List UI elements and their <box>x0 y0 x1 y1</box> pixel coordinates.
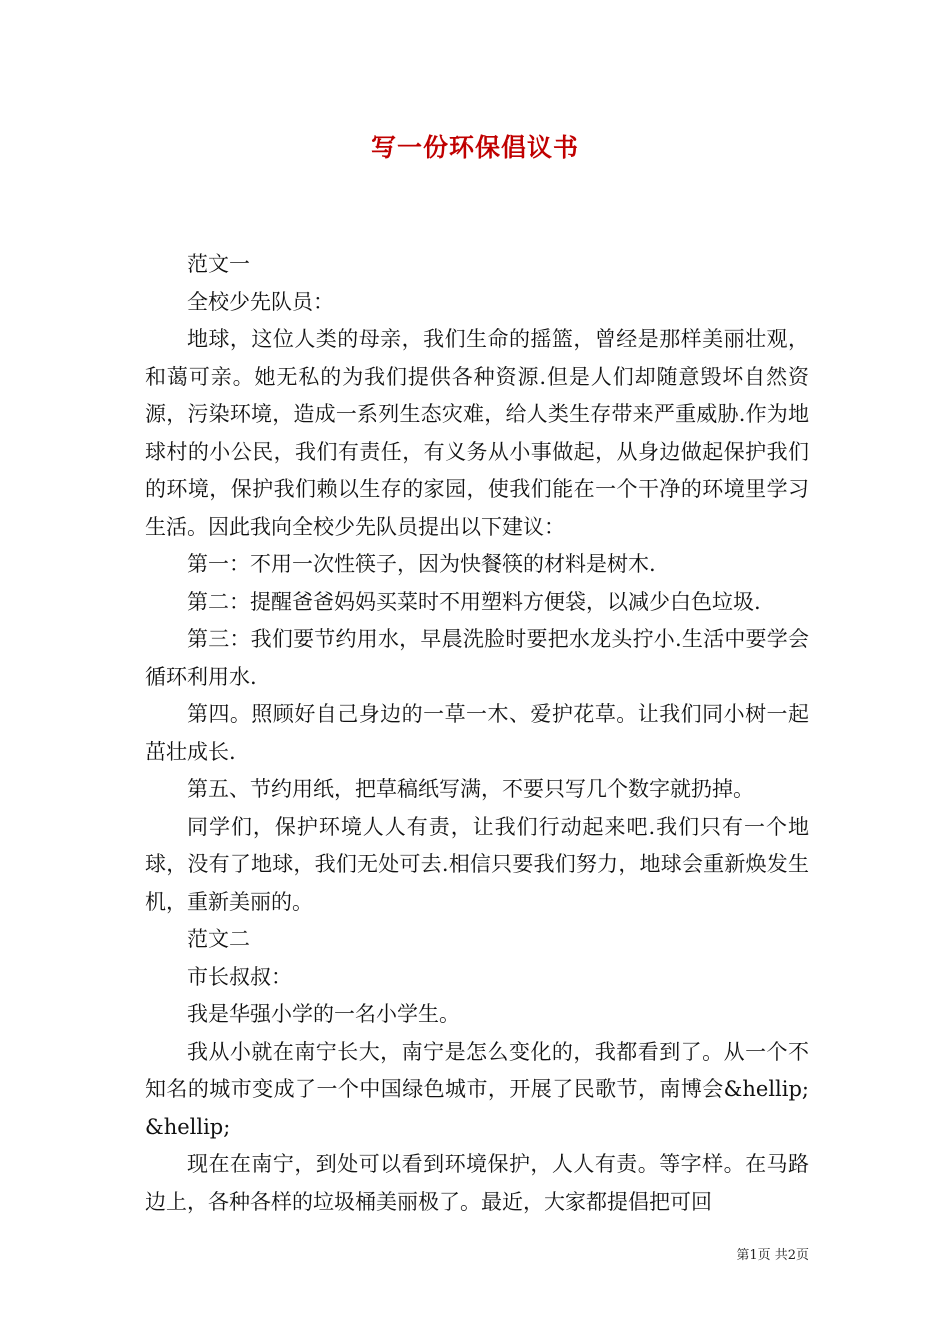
paragraph-nanning-change: 我从小就在南宁长大，南宁是怎么变化的，我都看到了。从一个不知名的城市变成了一个中国绿色城市，开展了民歌节，南博会&hellip;&hellip; <box>145 1039 809 1139</box>
document-body <box>145 246 809 1221</box>
paragraph-suggestion-2: 第二：提醒爸爸妈妈买菜时不用塑料方便袋，以减少白色垃圾. <box>187 589 761 614</box>
paragraph-salutation-pioneers: 全校少先队员： <box>187 289 334 314</box>
paragraph-suggestion-4: 第四。照顾好自己身边的一草一木、爱护花草。让我们同小树一起茁壮成长. <box>145 702 809 764</box>
paragraph-suggestion-3: 第三：我们要节约用水，早晨洗脸时要把水龙头拧小.生活中要学会循环利用水. <box>145 627 809 689</box>
paragraph-earth-intro: 地球，这位人类的母亲，我们生命的摇篮，曾经是那样美丽壮观，和蔼可亲。她无私的为我们提供各种资源.但是人们却随意毁坏自然资源，污染环境，造成一系列生态灾难，给人类生存带来严重威胁.作为地球村的小公民，我们有责任，有义务从小事做起，从身边做起保护我们的环境，保护我们赖以生存的家园，使我们能在一个干净的环境里学习生活。因此我向全校少先队员提出以下建议： <box>145 327 809 539</box>
paragraph-suggestion-1: 第一：不用一次性筷子，因为快餐筷的材料是树木. <box>187 552 656 576</box>
paragraph-sample-two-heading: 范文二 <box>187 927 250 951</box>
paragraph-self-intro: 我是华强小学的一名小学生。 <box>187 1002 460 1026</box>
paragraph-salutation-mayor: 市长叔叔： <box>187 964 292 989</box>
paragraph-nanning-now: 现在在南宁，到处可以看到环境保护，人人有责。等字样。在马路边上，各种各样的垃圾桶美丽极了。最近，大家都提倡把可回 <box>145 1152 809 1214</box>
document-title: 写一份环保倡议书 <box>370 133 579 162</box>
paragraph-call-to-action: 同学们，保护环境人人有责，让我们行动起来吧.我们只有一个地球，没有了地球，我们无处可去.相信只要我们努力，地球会重新焕发生机，重新美丽的。 <box>145 814 809 914</box>
page-number-footer: 第1页 共2页 <box>736 1248 809 1263</box>
paragraph-suggestion-5: 第五、节约用纸，把草稿纸写满，不要只写几个数字就扔掉。 <box>187 777 754 801</box>
paragraph-sample-one-heading: 范文一 <box>187 252 250 276</box>
